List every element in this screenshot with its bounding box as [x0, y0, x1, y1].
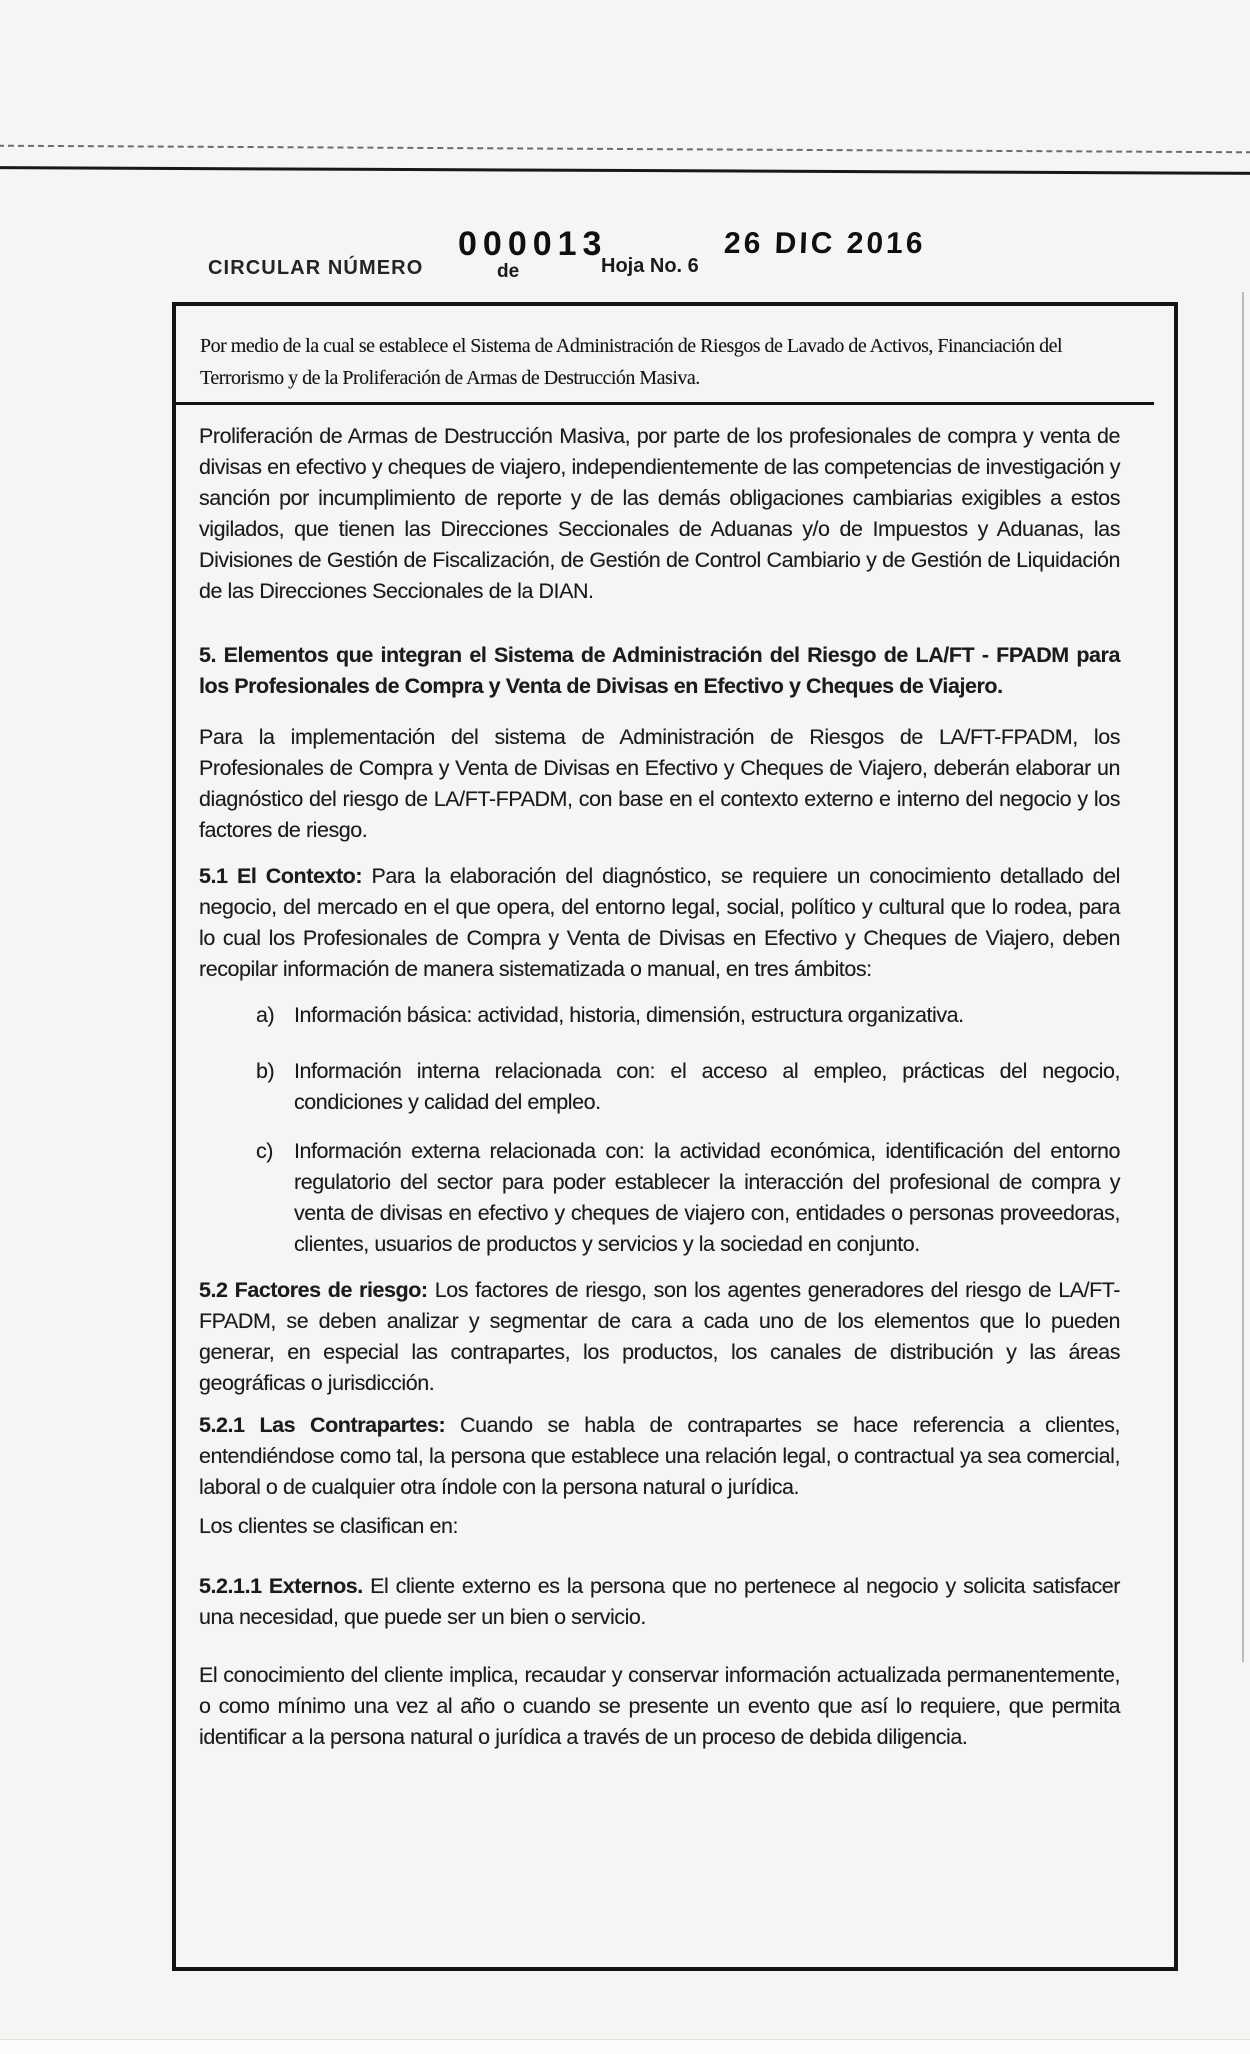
paragraph-proliferacion: Proliferación de Armas de Destrucción Masiva, por parte de los profesionales de compra y venta de divisas en efectivo y cheques de viajero, independientemente de las competencias de investigación y sanción por incumplimiento de reporte y de las demás obligaciones cambiarias exigibles a estos vigilados, que tienen las Direcciones Seccionales de Aduanas y/o de Impuestos y Aduanas, las Divisiones de Gestión de Fiscalización, de Gestión de Control Cambiario y de Gestión de Liquidación de las Direcciones Seccionales de la DIAN. — [199, 424, 1120, 603]
scan-artifact-bottom-strip — [0, 2039, 1250, 2054]
list-text-a: Información básica: actividad, historia, dimensión, estructura organizativa. — [294, 1003, 964, 1027]
list-text-c: Información externa relacionada con: la actividad económica, identificación del entorno regulatorio del sector para poder establecer la interacción del profesional de compra y venta de divisas en efectivo y cheques de viajero con, entidades o personas proveedoras, clientes, usuarios de productos y servicios y la sociedad en conjunto. — [294, 1139, 1120, 1256]
section-5-2-text: Los factores de riesgo, son los agentes generadores del riesgo de LA/FT-FPADM, se deben analizar y segmentar de cara a cada uno de los elementos que lo pueden generar, en especial las contrapartes, los productos, los canales de distribución y las áreas geográficas o jurisdicción. — [199, 1278, 1120, 1395]
clientes-clasifican-line: Los clientes se clasifican en: — [199, 1514, 458, 1538]
section-5-2-1-paragraph — [199, 1410, 1120, 1503]
page-number-label: Hoja No. 6 — [601, 255, 699, 277]
circular-subject-intro: Por medio de la cual se establece el Sistema de Administración de Riesgos de Lavado de Activos, Financiación del Terrorismo y de la Proliferación de Armas de Destrucción Masiva. — [200, 335, 1063, 389]
list-item-c — [199, 1136, 1120, 1260]
list-marker-b: b) — [256, 1059, 275, 1083]
scan-artifact-page-edge — [1242, 292, 1244, 1662]
circular-number-stamp: 000013 — [458, 225, 608, 263]
section-5-1-lead: 5.1 El Contexto: — [199, 864, 363, 888]
scan-artifact-dashed-line — [0, 145, 1250, 154]
section-5-2-1-1-paragraph — [199, 1571, 1120, 1633]
paragraph-implementacion: Para la implementación del sistema de Administración de Riesgos de LA/FT-FPADM, los Profesionales de Compra y Venta de Divisas en Efectivo y Cheques de Viajero, deberán elaborar un diagnóstico del riesgo de LA/FT-FPADM, con base en el contexto externo e interno del negocio y los factores de riesgo. — [199, 725, 1120, 842]
list-marker-a: a) — [256, 1003, 275, 1027]
intro-divider-rule — [176, 402, 1154, 405]
section-5-1-paragraph — [199, 861, 1120, 985]
date-stamp: 26 DIC 2016 — [723, 227, 927, 260]
section-5-2-paragraph — [199, 1275, 1120, 1399]
scan-artifact-solid-line — [0, 166, 1250, 175]
list-text-b: Información interna relacionada con: el acceso al empleo, prácticas del negocio, condiciones y calidad del empleo. — [294, 1059, 1120, 1114]
paragraph-conocimiento-cliente: El conocimiento del cliente implica, recaudar y conservar información actualizada permanentemente, o como mínimo una vez al año o cuando se presente un evento que así lo requiere, que permita identificar a la persona natural o jurídica a través de un proceso de debida diligencia. — [199, 1663, 1120, 1749]
list-item-a — [199, 1000, 1120, 1031]
document-frame — [172, 302, 1178, 1971]
section-5-2-1-1-text: El cliente externo es la persona que no pertenece al negocio y solicita satisfacer una necesidad, que puede ser un bien o servicio. — [199, 1574, 1120, 1629]
section-5-2-1-text: Cuando se habla de contrapartes se hace referencia a clientes, entendiéndose como tal, la persona que establece una relación legal, o contractual ya sea comercial, laboral o de cualquier otra índole con la persona natural o jurídica. — [199, 1413, 1121, 1499]
list-item-b — [199, 1056, 1120, 1118]
list-marker-c: c) — [256, 1139, 274, 1163]
section-5-heading: 5. Elementos que integran el Sistema de Administración del Riesgo de LA/FT - FPADM para los Profesionales de Compra y Venta de Divisas en Efectivo y Cheques de Viajero. — [199, 643, 1120, 698]
section-5-1-text: Para la elaboración del diagnóstico, se requiere un conocimiento detallado del negocio, del mercado en el que opera, del entorno legal, social, político y cultural que lo rodea, para lo cual los Profesionales de Compra y Venta de Divisas en Efectivo y Cheques de Viajero, deben recopilar información de manera sistematizada o manual, en tres ámbitos: — [199, 864, 1120, 981]
section-5-2-lead: 5.2 Factores de riesgo: — [199, 1278, 428, 1302]
de-label: de — [497, 261, 520, 282]
section-5-2-1-lead: 5.2.1 Las Contrapartes: — [199, 1413, 446, 1437]
document-content — [176, 421, 1174, 1753]
circular-number-label: CIRCULAR NÚMERO — [208, 257, 424, 279]
section-5-2-1-1-lead: 5.2.1.1 Externos. — [199, 1574, 363, 1598]
